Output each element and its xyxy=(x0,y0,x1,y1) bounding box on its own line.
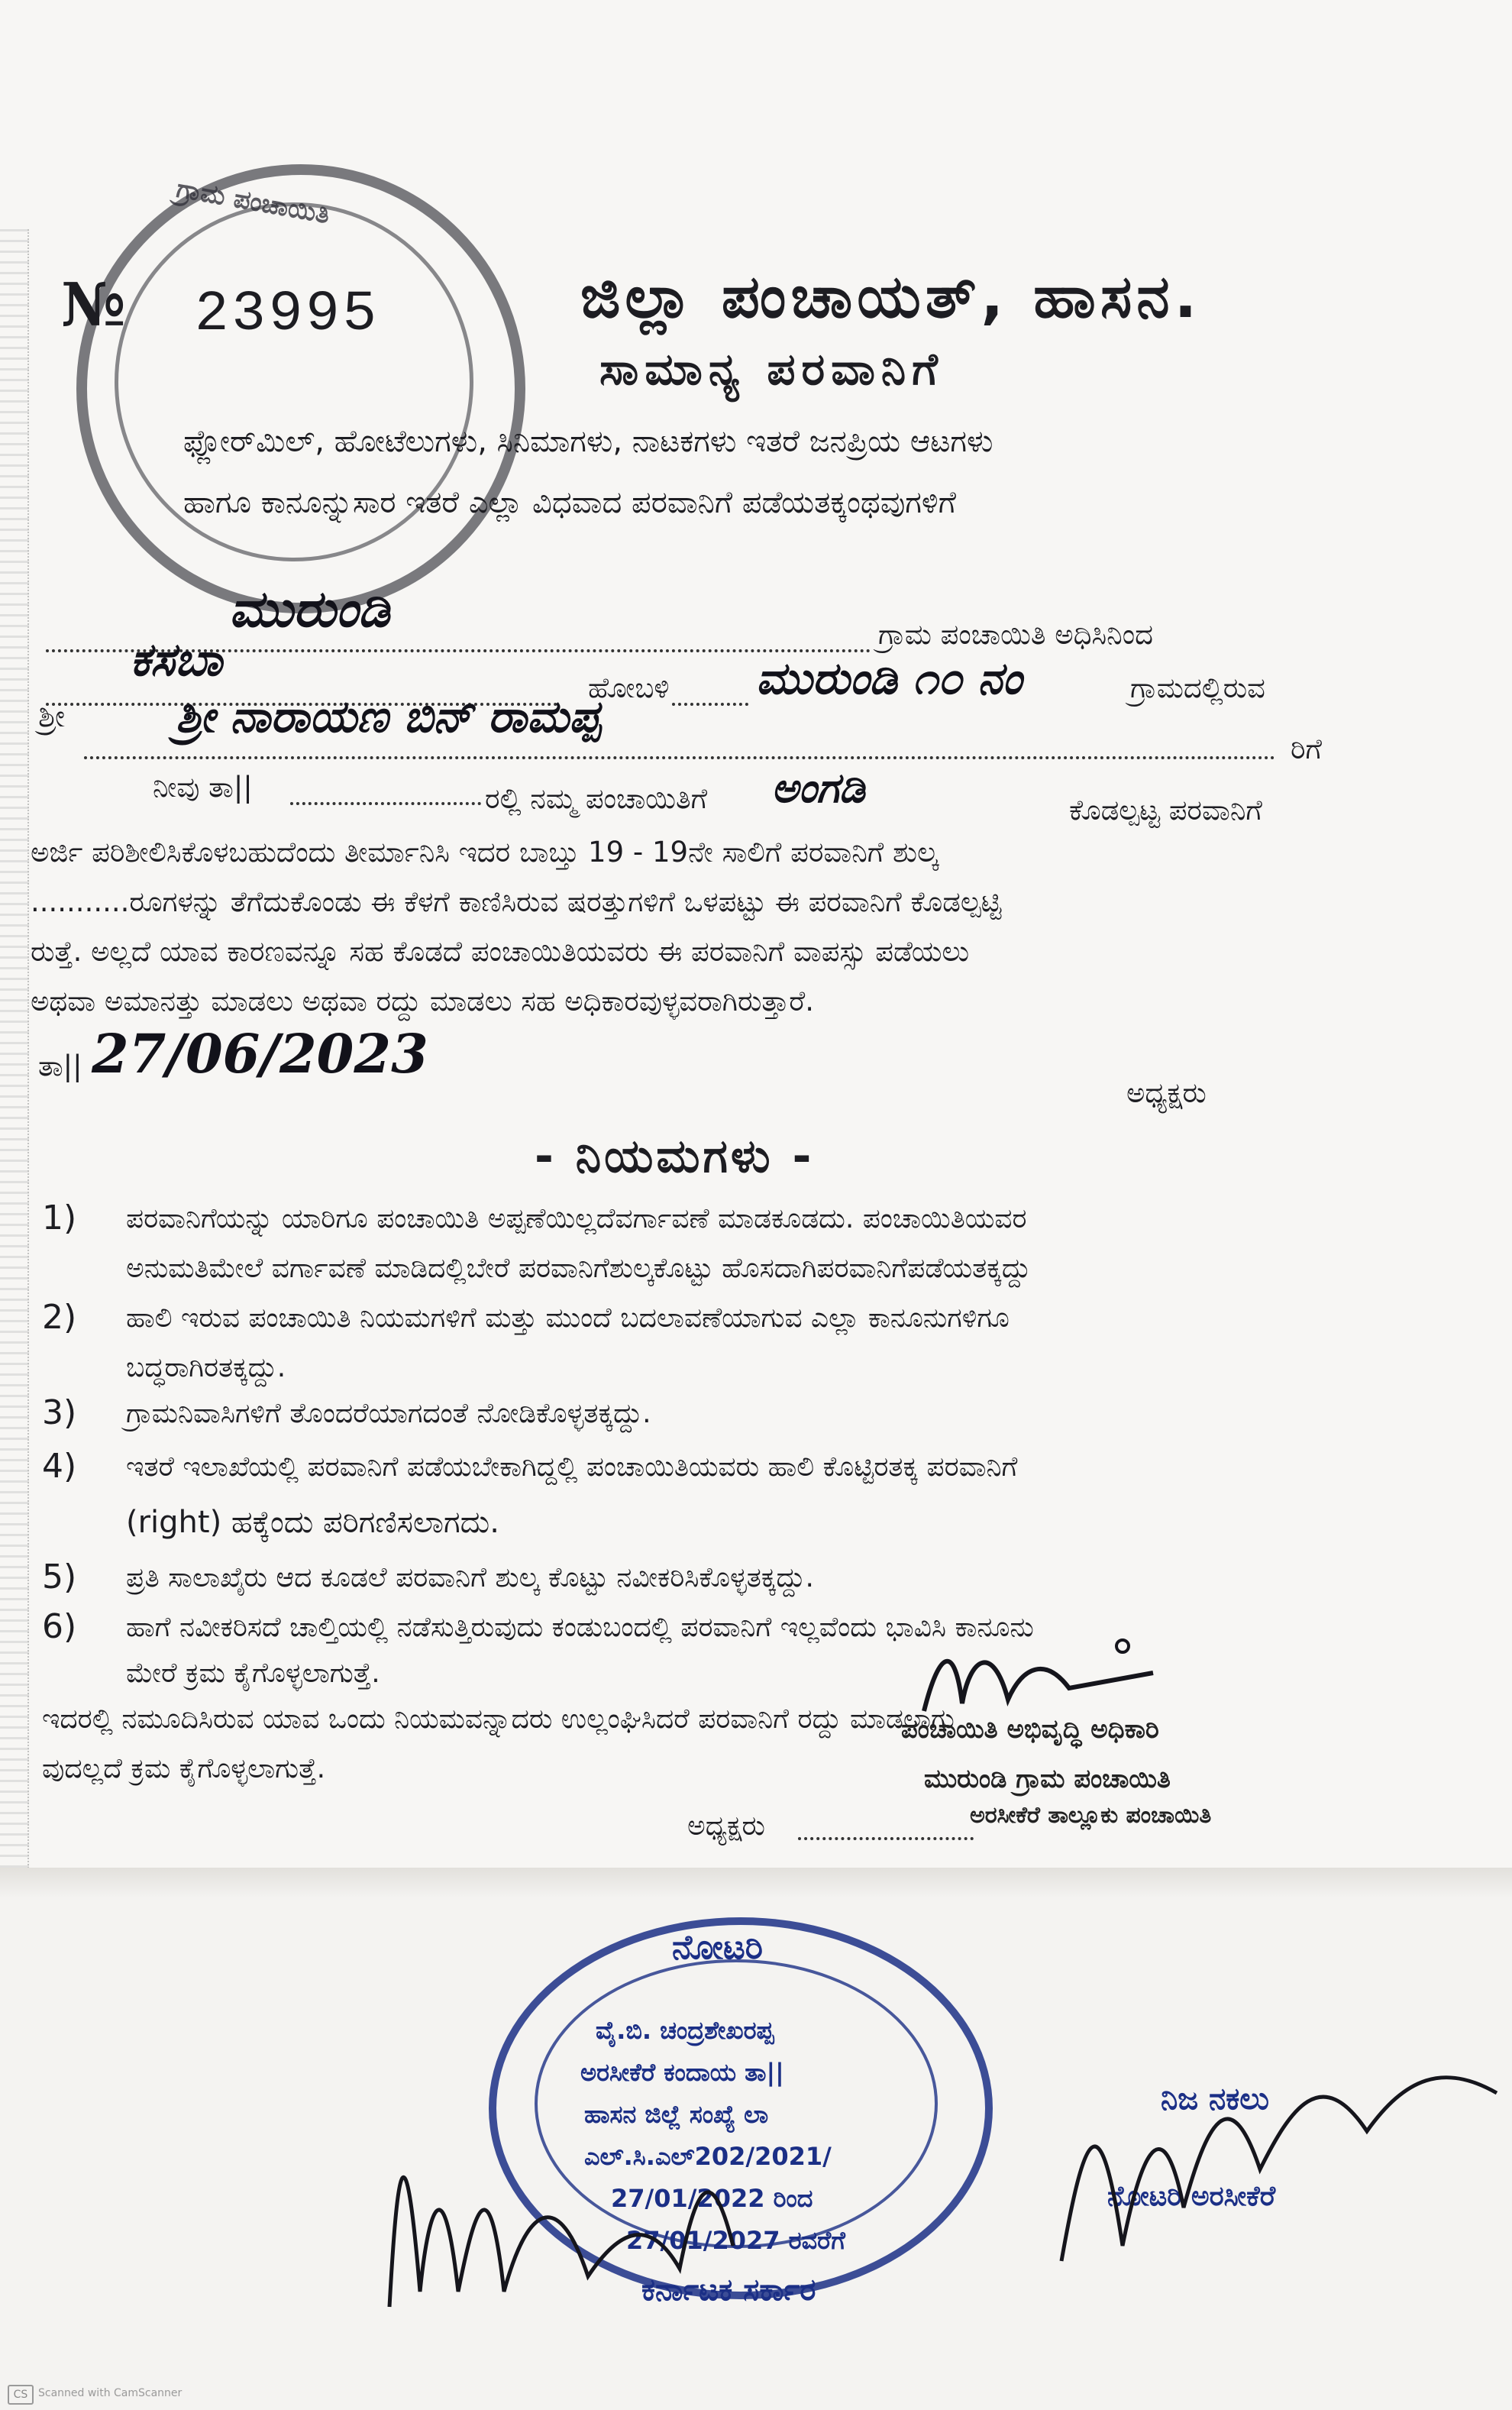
closing-line-2: ವುದಲ್ಲದೆ ಕ್ರಮ ಕೈಗೊಳ್ಳಲಾಗುತ್ತೆ. xyxy=(42,1753,326,1784)
serial-label: № xyxy=(61,270,126,340)
notary-line-5: 27/01/2022 ರಿಂದ xyxy=(611,2184,813,2213)
rule-4-line-1: ಇತರೆ ಇಲಾಖೆಯಲ್ಲಿ ಪರವಾನಿಗೆ ಪಡೆಯಬೇಕಾಗಿದ್ದಲ್ಲಿ ಪಂಚಾಯಿತಿಯವರು ಹಾಲಿ ಕೊಟ್ಟಿರತಕ್ಕ ಪರವಾನಿಗೆ xyxy=(126,1451,1018,1483)
applicability-line-2: ಹಾಗೂ ಕಾನೂನ್ನುಸಾರ ಇತರೆ ಎಲ್ಲಾ ವಿಧವಾದ ಪರವಾನಿಗೆ ಪಡೆಯತಕ್ಕಂಥವುಗಳಿಗೆ xyxy=(183,485,956,520)
document-subtitle: ಸಾಮಾನ್ಯ ಪರವಾನಿಗೆ xyxy=(599,343,944,395)
rule-4-line-2: (right) ಹಕ್ಕೆಂದು ಪರಿಗಣಿಸಲಾಗದು. xyxy=(126,1505,499,1540)
document-title: ಜಿಲ್ಲಾ ಪಂಚಾಯತ್, ಹಾಸನ. xyxy=(580,263,1202,332)
body-line-2: ...........ರೂಗಳನ್ನು ತೆಗೆದುಕೊಂಡು ಈ ಕೆಳಗೆ ಕಾಣಿಸಿರುವ ಷರತ್ತುಗಳಿಗೆ ಒಳಪಟ್ಟು ಈ ಪರವಾನಿಗೆ ಕೊಡಲ್ಪಟ್ಟಿ xyxy=(31,885,1002,918)
rule-6-line-2: ಮೇರೆ ಕ್ರಮ ಕೈಗೊಳ್ಳಲಾಗುತ್ತೆ. xyxy=(126,1658,380,1689)
notary-place: ನೋಟರಿ ಅರಸೀಕೆರೆ xyxy=(1107,2181,1276,2212)
rules-title: - ನಿಯಮಗಳು - xyxy=(535,1130,815,1183)
handwritten-village: ಮುರುಂಡಿ xyxy=(229,579,390,639)
dotted-line xyxy=(290,802,481,805)
body-line-4: ಅಥವಾ ಅಮಾನತ್ತು ಮಾಡಲು ಅಥವಾ ರದ್ದು ಮಾಡಲು ಸಹ ಅಧಿಕಾರವುಳ್ಳವರಾಗಿರುತ್ತಾರೆ. xyxy=(31,985,815,1017)
handwritten-place: ಮುರುಂಡಿ ೧೦ ನಂ xyxy=(756,652,1023,704)
notary-signature xyxy=(374,2017,1504,2345)
line4-suffix: ಕೊಡಲ್ಪಟ್ಟ ಪರವಾನಿಗೆ xyxy=(1069,794,1262,827)
rule-2-line-2: ಬದ್ಧರಾಗಿರತಕ್ಕದ್ದು. xyxy=(126,1352,286,1383)
notary-bottom: ಕರ್ನಾಟಕ ಸರ್ಕಾರ xyxy=(641,2273,816,2308)
rule-number: 6) xyxy=(42,1607,77,1646)
notary-line-2: ಅರಸೀಕೆರೆ ಕಂದಾಯ ತಾ|| xyxy=(580,2058,784,2087)
seal-line-3: ಅರಸೀಕೆರೆ ತಾಲ್ಲೂಕು ಪಂಚಾಯಿತಿ xyxy=(970,1802,1212,1829)
date-label: ತಾ|| xyxy=(38,1050,82,1082)
handwritten-name: ಶ್ರೀ ನಾರಾಯಣ ಬಿನ್ ರಾಮಪ್ಪ xyxy=(176,691,601,742)
notary-line-4: ಎಲ್.ಸಿ.ಎಲ್202/2021/ xyxy=(584,2142,832,2171)
dotted-line xyxy=(798,1837,974,1840)
notary-line-6: 27/01/2027 ರವರೆಗೆ xyxy=(626,2226,845,2255)
hobli-label: ಹೋಬಳಿ xyxy=(588,671,670,704)
applicability-line-1: ಫ್ಲೋರ್‌ಮಿಲ್, ಹೋಟೆಲುಗಳು, ಸಿನಿಮಾಗಳು, ನಾಟಕಗಳು ಇತರೆ ಜನಪ್ರಿಯ ಆಟಗಳು xyxy=(183,424,993,459)
camscanner-watermark: Scanned with CamScanner xyxy=(38,2387,183,2399)
camscanner-logo-icon: CS xyxy=(8,2385,34,2405)
rule-1-line-1: ಪರವಾನಿಗೆಯನ್ನು ಯಾರಿಗೂ ಪಂಚಾಯಿತಿ ಅಪ್ಪಣೆಯಿಲ್ಲದೆವರ್ಗಾವಣೆ ಮಾಡಕೂಡದು. ಪಂಚಾಯಿತಿಯವರ xyxy=(126,1203,1027,1234)
rule-number: 4) xyxy=(42,1447,77,1486)
line4-prefix: ನೀವು ತಾ|| xyxy=(153,771,253,804)
rule-6-line-1: ಹಾಗೆ ನವೀಕರಿಸದೆ ಚಾಲ್ತಿಯಲ್ಲಿ ನಡೆಸುತ್ತಿರುವುದು ಕಂಡುಬಂದಲ್ಲಿ ಪರವಾನಿಗೆ ಇಲ್ಲವೆಂದು ಭಾವಿಸಿ ಕಾನೂನು xyxy=(126,1612,1034,1643)
stamp-text: ಗ್ರಾಮ ಪಂಚಾಯಿತಿ xyxy=(174,173,332,231)
rule-1-line-2: ಅನುಮತಿಮೇಲೆ ವರ್ಗಾವಣೆ ಮಾಡಿದಲ್ಲಿಬೇರೆ ಪರವಾನಿಗೆಶುಲ್ಕಕೊಟ್ಟು ಹೊಸದಾಗಿಪರವಾನಿಗೆಪಡೆಯತಕ್ಕದ್ದು xyxy=(126,1253,1031,1284)
notary-line-1: ವೈ.ಬಿ. ಚಂದ್ರಶೇಖರಪ್ಪ xyxy=(596,2016,774,2045)
rule-3-line-1: ಗ್ರಾಮನಿವಾಸಿಗಳಿಗೆ ತೊಂದರೆಯಾಗದಂತೆ ನೋಡಿಕೊಳ್ಳತಕ್ಕದ್ದು. xyxy=(126,1398,651,1429)
line4-mid: ರಲ್ಲಿ ನಮ್ಮ ಪಂಚಾಯಿತಿಗೆ xyxy=(485,782,708,815)
paper-bottom-edge xyxy=(0,1868,1512,1898)
body-line-3: ರುತ್ತೆ. ಅಲ್ಲದೆ ಯಾವ ಕಾರಣವನ್ನೂ ಸಹ ಕೊಡದೆ ಪಂಚಾಯಿತಿಯವರು ಈ ಪರವಾನಿಗೆ ವಾಪಸ್ಸು ಪಡೆಯಲು xyxy=(31,935,970,968)
rule-number: 5) xyxy=(42,1558,77,1596)
rige-suffix: ರಿಗೆ xyxy=(1291,733,1323,765)
rule-number: 1) xyxy=(42,1199,77,1237)
gp-suffix: ಗ್ರಾಮ ಪಂಚಾಯಿತಿ ಅಧಿಸಿನಿಂದ xyxy=(878,618,1153,651)
rule-5-line-1: ಪ್ರತಿ ಸಾಲಾಖೈರು ಆದ ಕೂಡಲೆ ಪರವಾನಿಗೆ ಶುಲ್ಕ ಕೊಟ್ಟು ನವೀಕರಿಸಿಕೊಳ್ಳತಕ್ಕದ್ದು. xyxy=(126,1562,814,1593)
notary-top: ನೋಟರಿ xyxy=(672,1928,763,1967)
handwritten-taluk: ಕಸಬಾ xyxy=(130,633,223,687)
footer-signatory-label: ಅಧ್ಯಕ್ಷರು xyxy=(687,1810,765,1842)
seal-line-2: ಮುರುಂಡಿ ಗ್ರಾಮ ಪಂಚಾಯಿತಿ xyxy=(924,1764,1171,1794)
dotted-line xyxy=(84,756,1275,759)
closing-line-1: ಇದರಲ್ಲಿ ನಮೂದಿಸಿರುವ ಯಾವ ಒಂದು ನಿಯಮವನ್ನಾದರು ಉಲ್ಲಂಘಿಸಿದರೆ ಪರವಾನಿಗೆ ರದ್ದು ಮಾಡಲಾಗು xyxy=(42,1703,955,1735)
rule-number: 2) xyxy=(42,1298,77,1337)
shri-label: ಶ್ರೀ xyxy=(38,699,66,734)
body-line-1: ಅರ್ಜಿ ಪರಿಶೀಲಿಸಿಕೊಳಬಹುದೆಂದು ತೀರ್ಮಾನಿಸಿ ಇದರ ಬಾಬ್ತು 19 - 19ನೇ ಸಾಲಿಗೆ ಪರವಾನಿಗೆ ಶುಲ್ಕ xyxy=(31,836,939,869)
rule-number: 3) xyxy=(42,1393,77,1432)
handwritten-purpose: ಅಂಗಡಿ xyxy=(771,763,865,812)
officer-signature xyxy=(909,1627,1168,1734)
dotted-line xyxy=(672,703,748,706)
paper-left-edge xyxy=(0,229,29,1871)
notary-line-3: ಹಾಸನ ಜಿಲ್ಲೆ ಸಂಖ್ಯೆ ಲಾ xyxy=(584,2100,769,2129)
nija-nakalu: ನಿಜ ನಕಲು xyxy=(1161,2082,1269,2117)
serial-number: 23995 xyxy=(195,283,380,347)
signatory-label: ಅಧ್ಯಕ್ಷರು xyxy=(1126,1076,1207,1109)
village-suffix: ಗ್ರಾಮದಲ್ಲಿರುವ xyxy=(1130,671,1265,704)
rule-2-line-1: ಹಾಲಿ ಇರುವ ಪಂಚಾಯಿತಿ ನಿಯಮಗಳಿಗೆ ಮತ್ತು ಮುಂದೆ ಬದಲಾವಣೆಯಾಗುವ ಎಲ್ಲಾ ಕಾನೂನುಗಳಿಗೂ xyxy=(126,1302,1010,1334)
issue-date: 27/06/2023 xyxy=(92,1022,428,1085)
seal-line-1: ಪಂಚಾಯಿತಿ ಅಭಿವೃದ್ಧಿ ಅಧಿಕಾರಿ xyxy=(901,1714,1159,1745)
